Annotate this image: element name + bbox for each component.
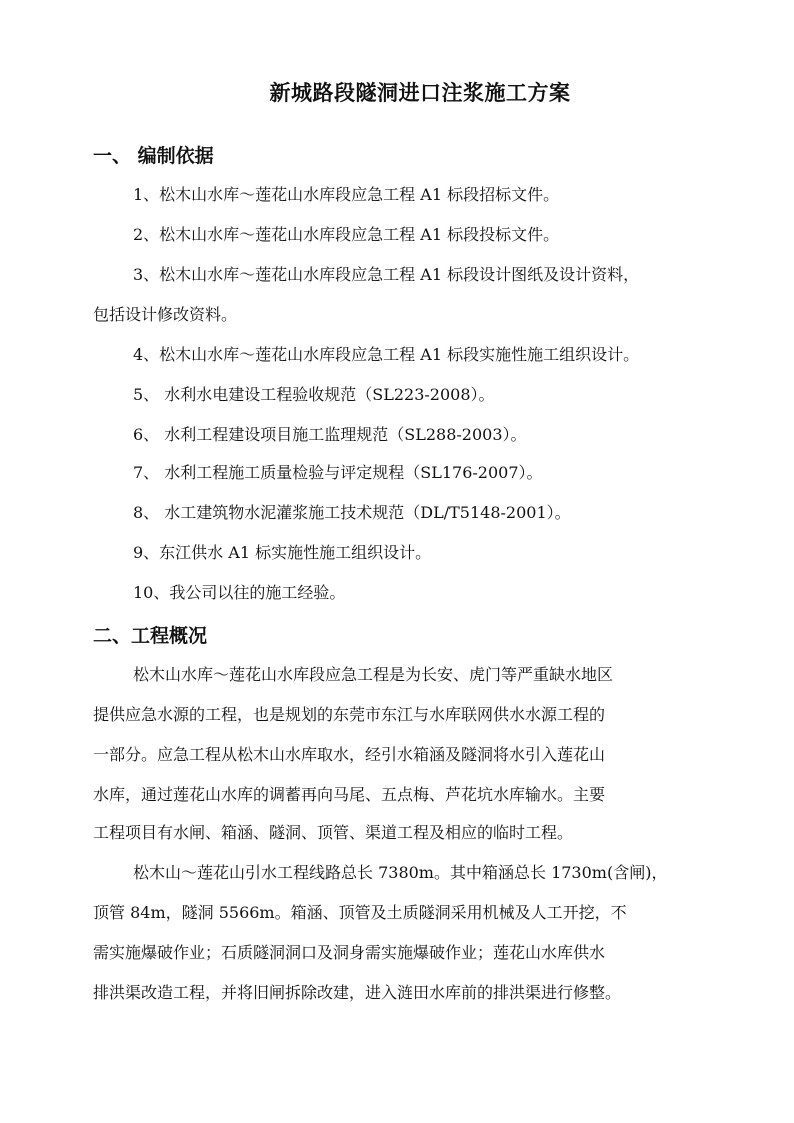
- overview-line-9: 排洪渠改造工程，并将旧闸拆除改建，进入涟田水库前的排洪渠进行修整。: [93, 983, 622, 1002]
- basis-item-2: 2、松木山水库～莲花山水库段应急工程 A1 标段投标文件。: [133, 225, 560, 244]
- basis-item-9: 9、东江供水 A1 标实施性施工组织设计。: [133, 543, 432, 562]
- overview-line-7: 顶管 84m，隧洞 5566m。箱涵、顶管及土质隧洞采用机械及人工开挖，不: [93, 903, 627, 922]
- overview-line-5: 工程项目有水闸、箱涵、隧洞、顶管、渠道工程及相应的临时工程。: [93, 823, 574, 842]
- section-heading-basis: 一、 编制依据: [93, 145, 214, 167]
- basis-item-3: 3、松木山水库～莲花山水库段应急工程 A1 标段设计图纸及设计资料，: [133, 265, 640, 284]
- basis-item-1: 1、松木山水库～莲花山水库段应急工程 A1 标段招标文件。: [133, 185, 560, 204]
- basis-item-3-continued: 包括设计修改资料。: [93, 305, 238, 324]
- basis-item-4: 4、松木山水库～莲花山水库段应急工程 A1 标段实施性施工组织设计。: [133, 345, 640, 364]
- basis-item-8: 8、 水工建筑物水泥灌浆施工技术规范（DL/T5148-2001）。: [133, 503, 571, 522]
- basis-item-7: 7、 水利工程施工质量检验与评定规程（SL176-2007）。: [133, 463, 543, 482]
- overview-line-3: 一部分。应急工程从松木山水库取水，经引水箱涵及隧洞将水引入莲花山: [93, 745, 606, 764]
- overview-line-2: 提供应急水源的工程，也是规划的东莞市东江与水库联网供水水源工程的: [93, 705, 606, 724]
- overview-line-4: 水库，通过莲花山水库的调蓄再向马尾、五点梅、芦花坑水库输水。主要: [93, 785, 606, 804]
- overview-line-8: 需实施爆破作业；石质隧洞洞口及洞身需实施爆破作业；莲花山水库供水: [93, 943, 606, 962]
- section-heading-overview: 二、工程概况: [93, 625, 208, 647]
- basis-item-10: 10、我公司以往的施工经验。: [133, 583, 346, 602]
- basis-item-5: 5、 水利水电建设工程验收规范（SL223-2008）。: [133, 385, 495, 404]
- overview-line-1: 松木山水库～莲花山水库段应急工程是为长安、虎门等严重缺水地区: [133, 665, 614, 684]
- basis-item-6: 6、 水利工程建设项目施工监理规范（SL288-2003）。: [133, 425, 527, 444]
- page-title: 新城路段隧洞进口注浆施工方案: [269, 80, 571, 105]
- overview-line-6: 松木山～莲花山引水工程线路总长 7380m。其中箱涵总长 1730m(含闸)，: [133, 863, 668, 882]
